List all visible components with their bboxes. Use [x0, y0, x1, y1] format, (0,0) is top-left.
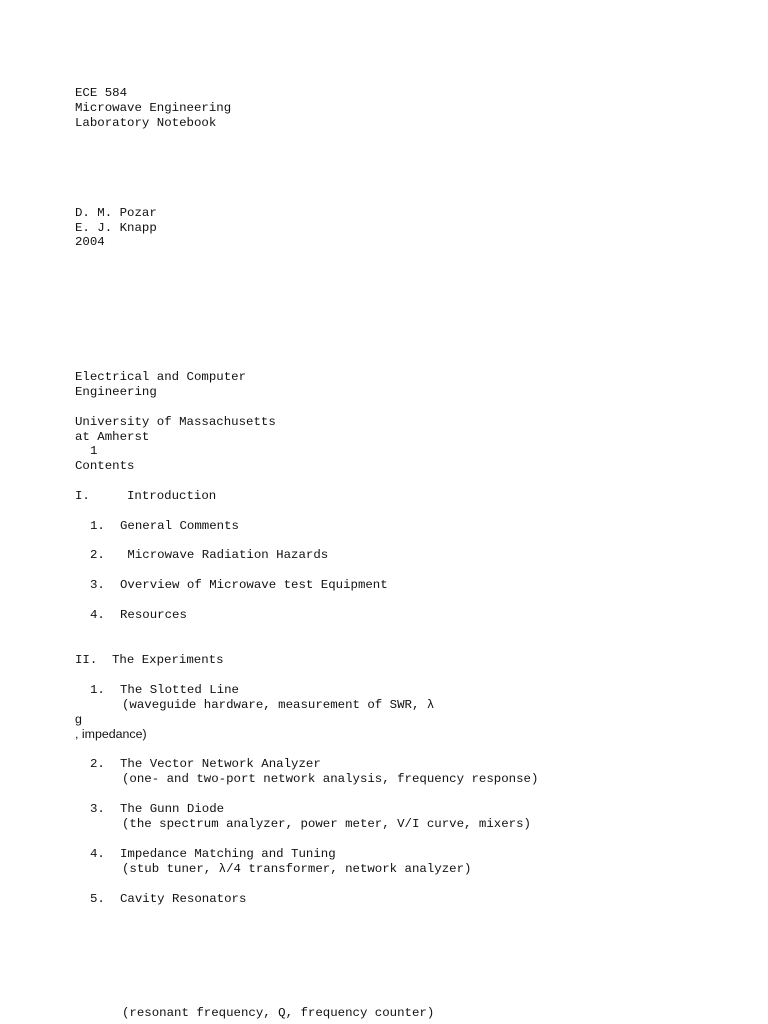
toc-item-description: (stub tuner, λ/4 transformer, network analyzer) — [122, 862, 472, 876]
toc-item-number: 3. — [90, 578, 105, 592]
contents-heading: Contents — [75, 459, 135, 473]
page-number: 1 — [90, 444, 98, 458]
section-2-title: The Experiments — [112, 653, 224, 667]
department-line-1: Electrical and Computer — [75, 370, 247, 384]
toc-item-number: 2. — [90, 548, 105, 562]
toc-item-title: Resources — [120, 608, 187, 622]
author-2: E. J. Knapp — [75, 221, 157, 235]
toc-item-number: 4. — [90, 608, 105, 622]
toc-item-title: General Comments — [120, 519, 239, 533]
toc-item-number: 1. — [90, 683, 105, 697]
toc-item-title: The Gunn Diode — [120, 802, 225, 816]
toc-item-number: 1. — [90, 519, 105, 533]
section-1-title: Introduction — [127, 489, 217, 503]
toc-item-description: (resonant frequency, Q, frequency counter) — [122, 1006, 435, 1020]
department-line-2: Engineering — [75, 385, 157, 399]
university-line-1: University of Massachusetts — [75, 415, 276, 429]
document-type: Laboratory Notebook — [75, 116, 217, 130]
section-1-numeral: I. — [75, 489, 90, 503]
university-line-2: at Amherst — [75, 430, 150, 444]
toc-item-title: Overview of Microwave test Equipment — [120, 578, 388, 592]
toc-item-title: The Slotted Line — [120, 683, 239, 697]
toc-item-description: (waveguide hardware, measurement of SWR, λ — [122, 698, 435, 712]
course-code: ECE 584 — [75, 86, 128, 100]
toc-item-number: 5. — [90, 892, 105, 906]
toc-item-description: (one- and two-port network analysis, frequency response) — [122, 772, 539, 786]
lambda-subscript: g — [75, 712, 82, 726]
toc-item-title: The Vector Network Analyzer — [120, 757, 321, 771]
course-subject: Microwave Engineering — [75, 101, 232, 115]
toc-item-number: 3. — [90, 802, 105, 816]
toc-item-title: Impedance Matching and Tuning — [120, 847, 336, 861]
year: 2004 — [75, 235, 105, 249]
toc-item-number: 2. — [90, 757, 105, 771]
toc-item-number: 4. — [90, 847, 105, 861]
author-1: D. M. Pozar — [75, 206, 157, 220]
toc-item-description-tail: , impedance) — [75, 727, 147, 741]
toc-item-title: Microwave Radiation Hazards — [120, 548, 329, 562]
toc-item-description: (the spectrum analyzer, power meter, V/I curve, mixers) — [122, 817, 531, 831]
section-2-numeral: II. — [75, 653, 98, 667]
toc-item-title: Cavity Resonators — [120, 892, 247, 906]
